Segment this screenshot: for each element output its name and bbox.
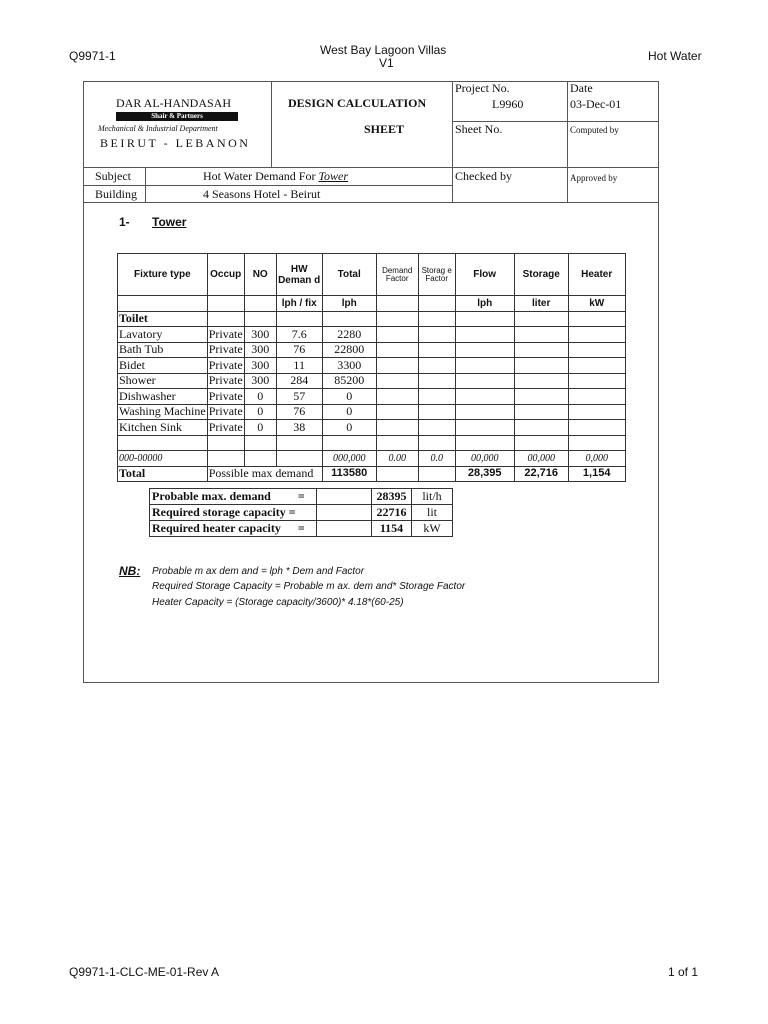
table-header-row (118, 254, 626, 296)
unit-cell (418, 296, 455, 312)
no-cell: 0 (244, 420, 276, 436)
occup-cell: Private (208, 326, 243, 341)
col-header-no: NO (244, 254, 276, 296)
col-header-total: Total (322, 254, 376, 296)
note-line: Required Storage Capacity = Probable m ax. dem and* Storage Factor (152, 581, 466, 592)
unit-cell (207, 296, 244, 312)
building-label: Building (95, 187, 138, 201)
notes-label: NB: (119, 564, 141, 578)
no-cell: 0 (244, 389, 276, 405)
occup-cell: Private (208, 342, 243, 357)
fixture-cell: Washing Machine (119, 404, 206, 419)
total-cell: 0 (322, 389, 376, 405)
summary-value: 22716 (372, 505, 412, 521)
partners-banner: Shair & Partners (116, 112, 238, 121)
unit-cell (376, 296, 418, 312)
project-no-value: L9960 (492, 97, 524, 111)
demand-cell: 284 (276, 373, 322, 389)
version-label: V1 (379, 56, 394, 70)
placeholder-storage-factor: 0.0 (418, 451, 455, 467)
summary-label: Required storage capacity = (150, 505, 317, 521)
fixture-cell: Bidet (118, 358, 208, 374)
subject-label: Subject (95, 169, 131, 183)
summary-eq: = (287, 521, 317, 537)
total-cell: 3300 (322, 358, 376, 374)
project-no-label: Project No. (455, 81, 510, 95)
total-row (118, 466, 626, 482)
unit-cell: kW (568, 296, 625, 312)
table-row (118, 358, 626, 374)
sheet-no-label: Sheet No. (455, 122, 503, 136)
note-line: Heater Capacity = (Storage capacity/3600)* 4.18*(60-25) (152, 597, 404, 608)
placeholder-row (118, 451, 626, 467)
col-header-fixture-type: Fixture type (118, 254, 208, 296)
fixture-demand-table (117, 253, 626, 482)
checked-by-label: Checked by (455, 169, 512, 183)
col-header-storage-factor: Storag e Factor (418, 254, 455, 296)
subject-value: Hot Water Demand For Tower (203, 169, 349, 183)
col-header-storage: Storage (514, 254, 568, 296)
approved-by-label: Approved by (570, 173, 618, 183)
summary-row (150, 505, 453, 521)
group-row-toilet (118, 311, 626, 327)
demand-cell: 76 (276, 342, 322, 358)
total-storage-value: 22,716 (514, 466, 568, 482)
table-row (118, 420, 626, 436)
unit-cell: liter (514, 296, 568, 312)
demand-cell: 11 (276, 358, 322, 374)
doc-ref: Q9971-1 (69, 49, 116, 63)
summary-value: 1154 (372, 521, 412, 537)
unit-cell: lph / fix (276, 296, 322, 312)
unit-cell: lph (322, 296, 376, 312)
demand-cell: 7.6 (276, 327, 322, 343)
summary-row (150, 489, 453, 505)
computed-by-label: Computed by (570, 125, 619, 135)
building-value: 4 Seasons Hotel - Beirut (203, 187, 321, 201)
table-row (118, 404, 626, 420)
demand-cell: 38 (276, 420, 322, 436)
fixture-cell: Dishwasher (118, 389, 208, 405)
page-counter: 1 of 1 (668, 965, 699, 979)
no-cell: 300 (244, 358, 276, 374)
occup-cell: Private (208, 404, 243, 419)
summary-unit: lit/h (412, 489, 453, 505)
fixture-cell: Lavatory (118, 327, 208, 343)
total-label: Total (118, 466, 208, 482)
col-header-heater: Heater (568, 254, 625, 296)
design-calculation-title: DESIGN CALCULATION (288, 96, 427, 110)
placeholder-fixture: 000-00000 (118, 451, 208, 467)
demand-cell: 76 (276, 404, 322, 420)
company-city: BEIRUT - LEBANON (100, 136, 251, 150)
unit-cell (118, 296, 208, 312)
no-cell: 0 (244, 404, 276, 420)
summary-label: Required heater capacity (150, 521, 287, 537)
total-cell: 2280 (322, 327, 376, 343)
unit-cell: lph (455, 296, 514, 312)
date-value: 03-Dec-01 (570, 97, 622, 111)
no-cell: 300 (244, 373, 276, 389)
placeholder-flow: 00,000 (455, 451, 514, 467)
unit-cell (244, 296, 276, 312)
group-label: Toilet (118, 311, 208, 327)
summary-unit: kW (412, 521, 453, 537)
total-demand-value: 113580 (322, 466, 376, 482)
fixture-cell: Bath Tub (118, 342, 208, 358)
summary-unit: lit (412, 505, 453, 521)
table-row (118, 342, 626, 358)
col-header-flow: Flow (455, 254, 514, 296)
document-number: Q9971-1-CLC-ME-01-Rev A (69, 965, 220, 979)
fixture-cell: Shower (118, 373, 208, 389)
table-units-row (118, 296, 626, 312)
total-cell: 85200 (322, 373, 376, 389)
summary-row (150, 521, 453, 537)
total-cell: 22800 (322, 342, 376, 358)
occup-cell: Private (208, 388, 243, 403)
table-row (118, 327, 626, 343)
sheet-title: SHEET (364, 122, 405, 136)
no-cell: 300 (244, 327, 276, 343)
company-name: DAR AL-HANDASAH (116, 96, 232, 110)
no-cell: 300 (244, 342, 276, 358)
department-name: Mechanical & Industrial Department (98, 124, 218, 133)
demand-cell: 57 (276, 389, 322, 405)
possible-max-demand-label: Possible max demand (207, 466, 322, 482)
total-cell: 0 (322, 404, 376, 420)
section-number: 1- (119, 215, 130, 229)
col-header-occup: Occup (207, 254, 244, 296)
total-flow-value: 28,395 (455, 466, 514, 482)
table-row (118, 373, 626, 389)
occup-cell: Private (208, 419, 243, 434)
fixture-cell: Kitchen Sink (118, 420, 208, 436)
blank-row (118, 435, 626, 451)
col-header-demand-factor: Demand Factor (376, 254, 418, 296)
section-title: Tower (152, 215, 187, 229)
summary-label: Probable max. demand (150, 489, 287, 505)
summary-value: 28395 (372, 489, 412, 505)
table-row (118, 389, 626, 405)
summary-table (149, 488, 453, 537)
placeholder-total: 000,000 (322, 451, 376, 467)
sheet-topic: Hot Water (648, 49, 702, 63)
col-header-hw-demand: HW Deman d (276, 254, 322, 296)
placeholder-heater: 0,000 (568, 451, 625, 467)
summary-eq: = (287, 489, 317, 505)
occup-cell: Private (208, 357, 243, 372)
note-line: Probable m ax dem and = lph * Dem and Factor (152, 566, 365, 577)
total-heater-value: 1,154 (568, 466, 625, 482)
placeholder-demand-factor: 0.00 (376, 451, 418, 467)
project-title: West Bay Lagoon Villas (320, 43, 447, 57)
placeholder-storage: 00,000 (514, 451, 568, 467)
total-cell: 0 (322, 420, 376, 436)
occup-cell: Private (208, 373, 243, 388)
date-label: Date (570, 81, 593, 95)
